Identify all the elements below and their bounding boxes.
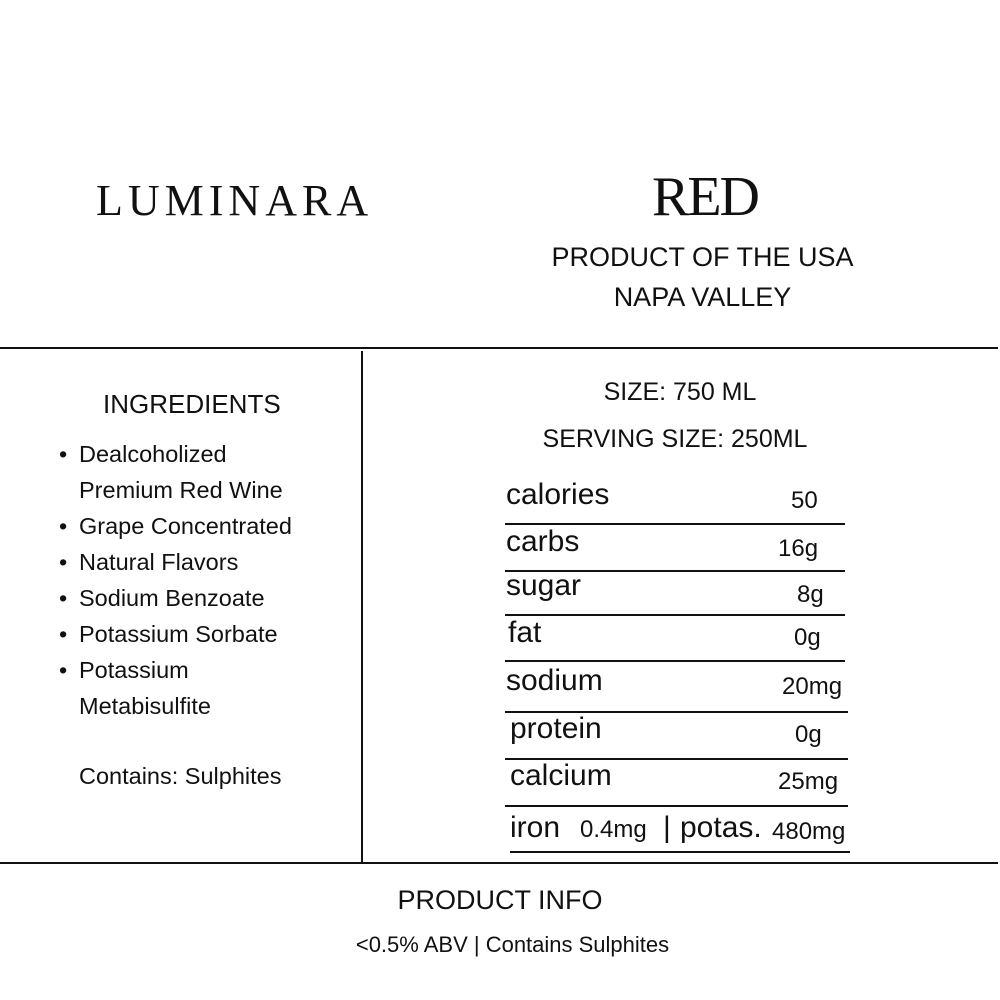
bullet-icon: • (59, 657, 68, 683)
ingredients-title: INGREDIENTS (103, 389, 281, 419)
nutrient-name-fat: fat (508, 616, 542, 649)
ingredients-list (56, 436, 292, 724)
nutrient-name-iron: iron (510, 811, 561, 844)
nutrient-name-calcium: calcium (510, 759, 612, 792)
ingredient-item: • Grape Concentrated (56, 508, 292, 544)
column-divider (361, 351, 363, 863)
nutrient-value-protein: 0g (795, 721, 822, 748)
bullet-icon: • (59, 585, 68, 611)
nutrient-value-calcium: 25mg (778, 768, 839, 795)
product-info-title: PRODUCT INFO (397, 885, 603, 915)
nutrient-name-sugar: sugar (506, 569, 582, 602)
ingredient-item: Metabisulfite (79, 693, 211, 719)
nutrient-name-carbs: carbs (506, 525, 580, 558)
row-underline (505, 614, 845, 616)
serving-size: SERVING SIZE: 250ML (542, 425, 808, 453)
ingredient-item: • Potassium (56, 652, 292, 688)
nutrient-name-potassium: potas. (680, 811, 762, 844)
origin-region: NAPA VALLEY (613, 282, 792, 312)
nutrient-value-sugar: 8g (797, 581, 824, 608)
ingredient-item: • Sodium Benzoate (56, 580, 292, 616)
wine-variety: RED (652, 166, 758, 228)
row-underline (510, 851, 850, 853)
nutrient-value-fat: 0g (794, 624, 821, 651)
bullet-icon: • (59, 621, 68, 647)
origin-country: PRODUCT OF THE USA (551, 242, 854, 272)
row-underline (505, 805, 848, 807)
product-info-details: <0.5% ABV | Contains Sulphites (355, 932, 670, 957)
bottom-divider (0, 862, 998, 864)
ingredient-item: • Potassium Sorbate (56, 616, 292, 652)
ingredient-item: • Dealcoholized (56, 436, 292, 472)
nutrient-name-protein: protein (510, 712, 602, 745)
row-underline (505, 660, 845, 662)
top-divider (0, 347, 998, 349)
bottle-size: SIZE: 750 ML (603, 378, 757, 406)
nutrient-value-calories: 50 (791, 487, 818, 514)
bullet-icon: • (59, 513, 68, 539)
brand-logo-text: LUMINARA (96, 176, 374, 225)
nutrient-separator: | (663, 811, 671, 844)
nutrient-value-iron: 0.4mg (580, 816, 647, 843)
nutrient-name-sodium: sodium (506, 664, 603, 697)
ingredient-item: Premium Red Wine (79, 477, 283, 503)
bullet-icon: • (59, 549, 68, 575)
bullet-icon: • (59, 441, 68, 467)
allergen-note: Contains: Sulphites (79, 763, 282, 789)
nutrient-value-potassium: 480mg (772, 818, 846, 845)
nutrient-value-carbs: 16g (778, 535, 819, 562)
ingredient-item: • Natural Flavors (56, 544, 292, 580)
nutrient-value-sodium: 20mg (782, 673, 843, 700)
nutrient-name-calories: calories (506, 478, 610, 511)
